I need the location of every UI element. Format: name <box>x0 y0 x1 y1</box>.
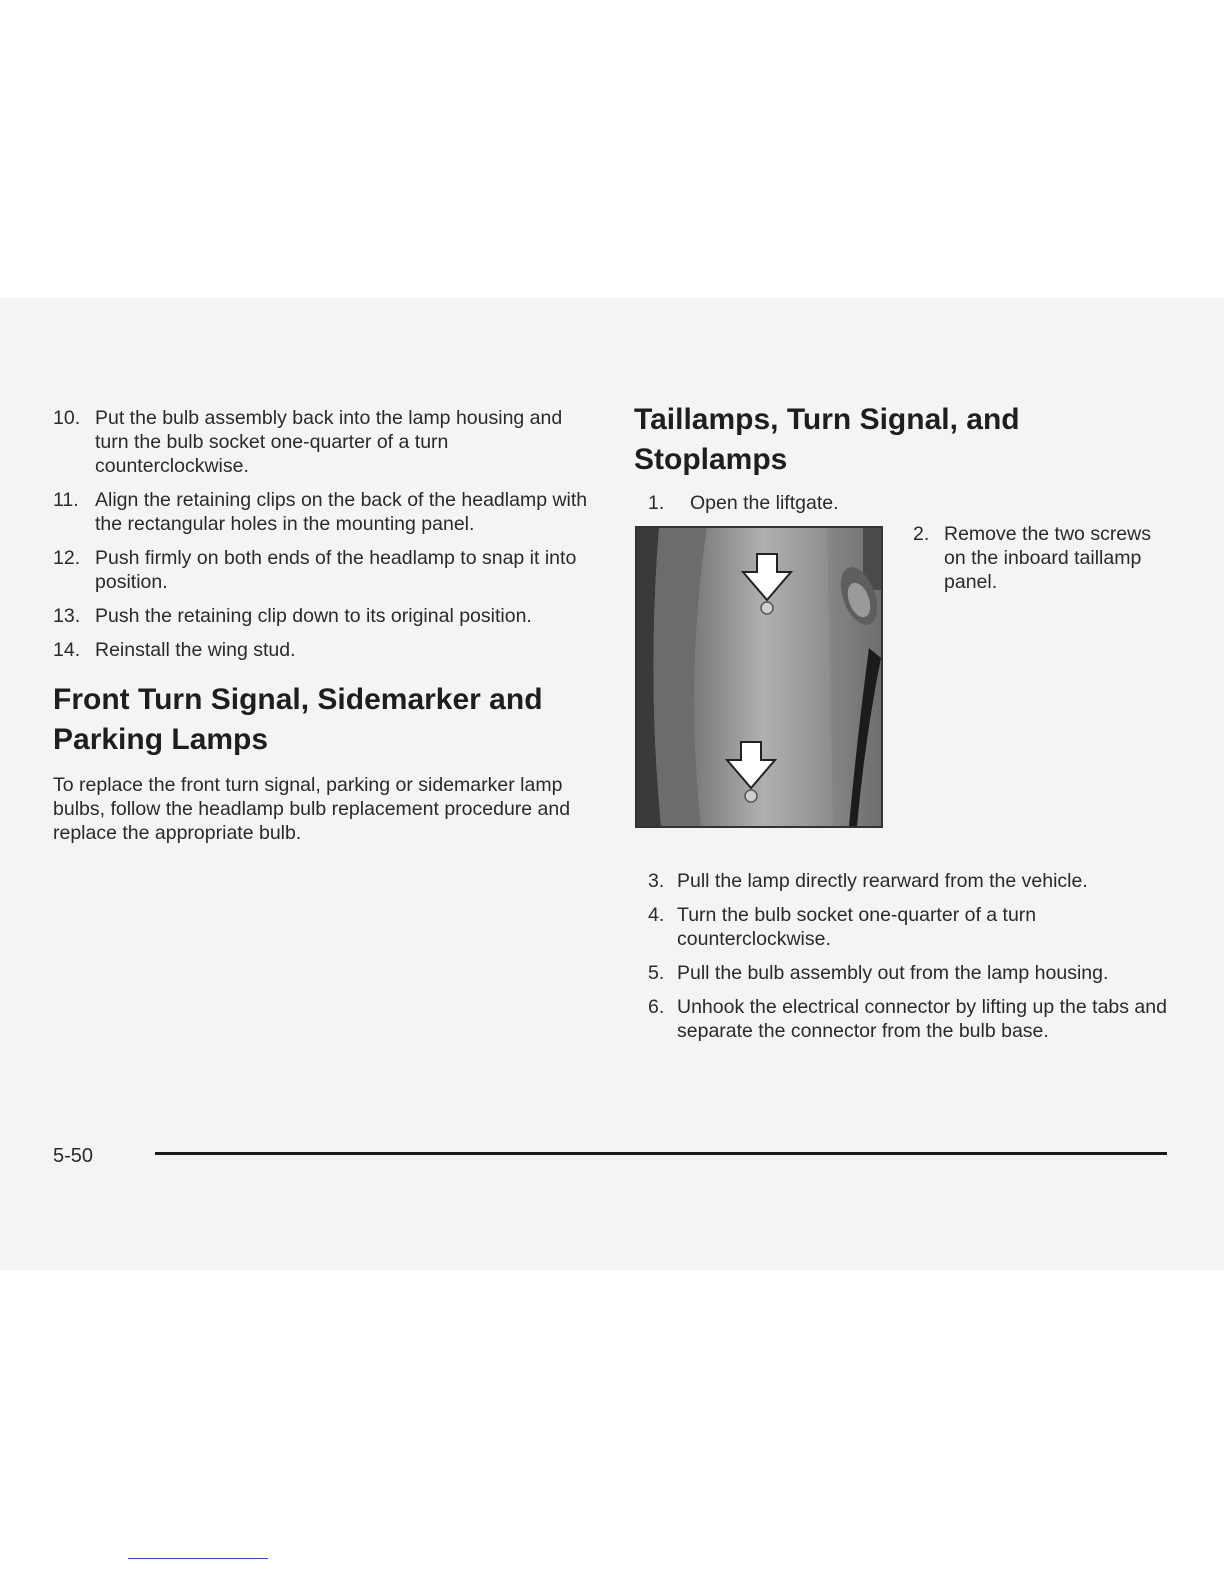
list-item: 5. Pull the bulb assembly out from the lamp housing. <box>648 962 1109 984</box>
list-item: 3. Pull the lamp directly rearward from the vehicle. <box>648 870 1088 892</box>
list-item: 10. Put the bulb assembly back into the lamp housing and turn the bulb socket one-quarter of a turn counterclockwise. <box>53 407 563 477</box>
list-item: 4. Turn the bulb socket one-quarter of a turn counterclockwise. <box>648 904 1037 950</box>
list-item: 1. Open the liftgate. <box>648 492 839 514</box>
taillamp-panel-photo <box>635 526 883 828</box>
headlamp-steps-list <box>53 406 598 672</box>
list-item: 2. Remove the two screws on the inboard taillamp panel. <box>913 523 1151 593</box>
footer-divider <box>155 1152 1167 1155</box>
list-item: 14. Reinstall the wing stud. <box>53 639 296 661</box>
taillamps-heading: Taillamps, Turn Signal, and Stoplamps <box>634 403 1020 476</box>
taillamp-steps-list <box>648 869 1168 1053</box>
link-underline[interactable] <box>128 1558 268 1559</box>
taillamp-step-2 <box>913 522 1163 604</box>
list-item: 11. Align the retaining clips on the back of the headlamp with the rectangular holes in the mounting panel. <box>53 489 588 535</box>
taillamp-step-1 <box>648 491 908 525</box>
page-number: 5-50 <box>53 1145 94 1167</box>
front-lamps-body: To replace the front turn signal, parking or sidemarker lamp bulbs, follow the headlamp bulb replacement procedure and replace the appropriate bulb. <box>53 774 571 844</box>
front-lamps-heading: Front Turn Signal, Sidemarker and Parking Lamps <box>53 683 543 756</box>
list-item: 13. Push the retaining clip down to its original position. <box>53 605 532 627</box>
list-item: 12. Push firmly on both ends of the headlamp to snap it into position. <box>53 547 577 593</box>
list-item: 6. Unhook the electrical connector by lifting up the tabs and separate the connector from the bulb base. <box>648 996 1167 1042</box>
